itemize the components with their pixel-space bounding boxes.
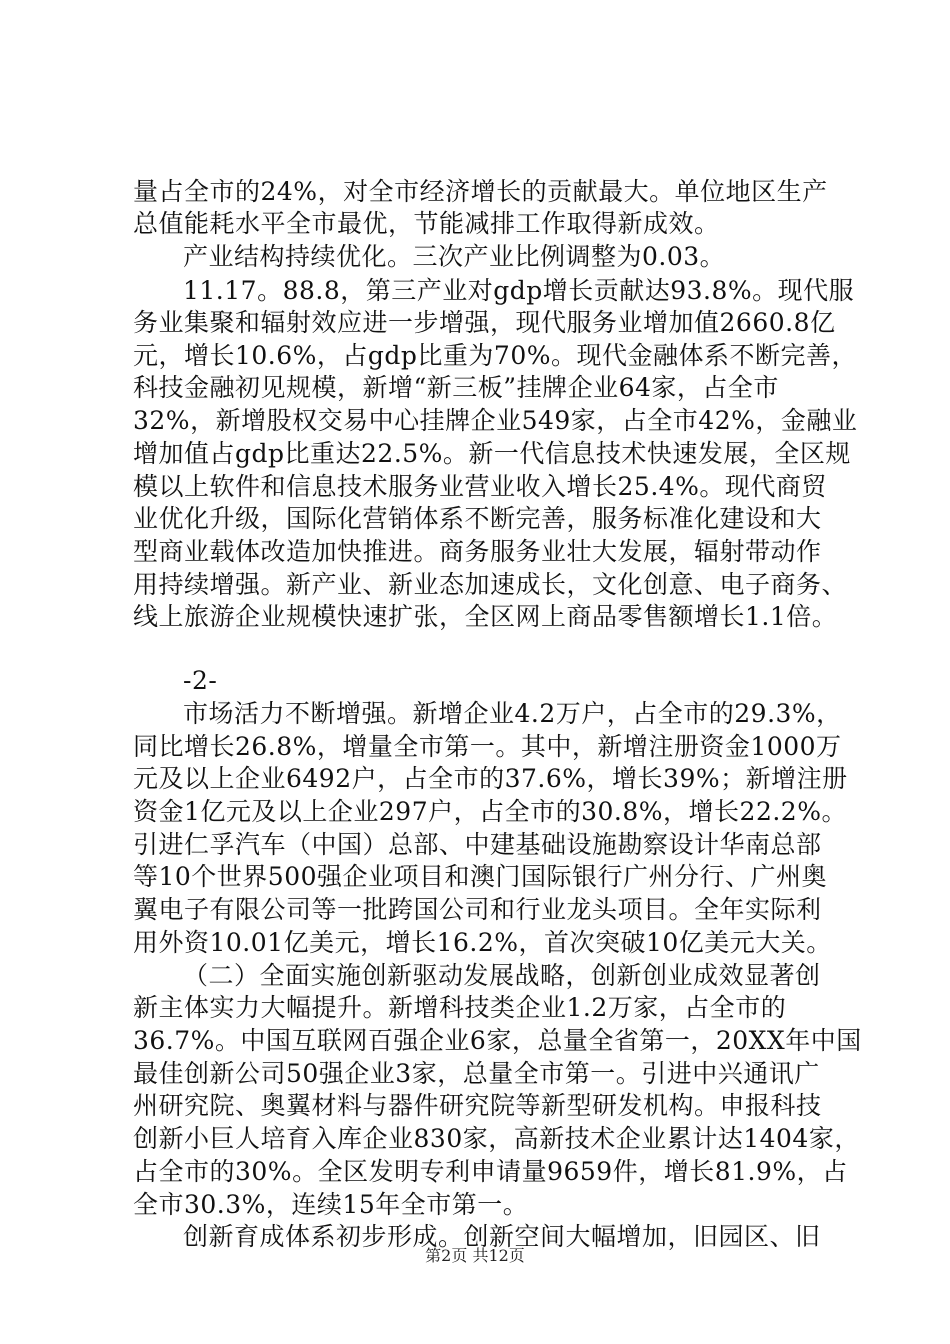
section-heading: （二）全面实施创新驱动发展战略，创新创业成效显著创 bbox=[183, 961, 821, 990]
page-marker: -2- bbox=[183, 666, 218, 695]
text-line: 全市30.3%，连续15年全市第一。 bbox=[133, 1190, 529, 1219]
page-footer: 第2页 共12页 bbox=[425, 1246, 525, 1265]
text-line: 市场活力不断增强。新增企业4.2万户，占全市的29.3%， bbox=[183, 699, 842, 728]
text-line: 等10个世界500强企业项目和澳门国际银行广州分行、广州奥 bbox=[133, 862, 828, 891]
text-line: 创新育成体系初步形成。创新空间大幅增加，旧园区、旧 bbox=[183, 1222, 821, 1251]
text-line: 同比增长26.8%，增量全市第一。其中，新增注册资金1000万 bbox=[133, 732, 842, 761]
text-line: 模以上软件和信息技术服务业营业收入增长25.4%。现代商贸 bbox=[133, 472, 827, 501]
text-line: 最佳创新公司50强企业3家，总量全市第一。引进中兴通讯广 bbox=[133, 1059, 820, 1088]
text-line: 元及以上企业6492户，占全市的37.6%，增长39%；新增注册 bbox=[133, 764, 848, 793]
text-line: 元，增长10.6%，占gdp比重为70%。现代金融体系不断完善， bbox=[133, 341, 857, 370]
text-line: 36.7%。中国互联网百强企业6家，总量全省第一，20XX年中国 bbox=[133, 1026, 862, 1055]
text-line: 产业结构持续优化。三次产业比例调整为0.03。 bbox=[183, 242, 726, 271]
text-line: 线上旅游企业规模快速扩张，全区网上商品零售额增长1.1倍。 bbox=[133, 602, 838, 631]
text-line: 用持续增强。新产业、新业态加速成长，文化创意、电子商务、 bbox=[133, 570, 848, 599]
text-line: 占全市的30%。全区发明专利申请量9659件，增长81.9%，占 bbox=[133, 1157, 848, 1186]
text-line: 业优化升级，国际化营销体系不断完善，服务标准化建设和大 bbox=[133, 504, 822, 533]
text-line: 翼电子有限公司等一批跨国公司和行业龙头项目。全年实际利 bbox=[133, 895, 822, 924]
text-line: 用外资10.01亿美元，增长16.2%，首次突破10亿美元大关。 bbox=[133, 928, 832, 957]
text-line: 务业集聚和辐射效应进一步增强，现代服务业增加值2660.8亿 bbox=[133, 308, 836, 337]
text-line: 型商业载体改造加快推进。商务服务业壮大发展，辐射带动作 bbox=[133, 537, 822, 566]
text-line: 32%，新增股权交易中心挂牌企业549家，占全市42%，金融业 bbox=[133, 406, 858, 435]
text-line: 资金1亿元及以上企业297户，占全市的30.8%，增长22.2%。 bbox=[133, 797, 847, 826]
text-line: 11.17。88.8，第三产业对gdp增长贡献达93.8%。现代服 bbox=[183, 276, 855, 305]
text-line: 增加值占gdp比重达22.5%。新一代信息技术快速发展，全区规 bbox=[133, 439, 851, 468]
text-line: 科技金融初见规模，新增“新三板”挂牌企业64家，占全市 bbox=[133, 373, 779, 402]
text-line: 创新小巨人培育入库企业830家，高新技术企业累计达1404家， bbox=[133, 1124, 860, 1153]
text-line: 引进仁孚汽车（中国）总部、中建基础设施勘察设计华南总部 bbox=[133, 830, 822, 859]
text-line: 州研究院、奥翼材料与器件研究院等新型研发机构。申报科技 bbox=[133, 1091, 822, 1120]
text-line: 总值能耗水平全市最优，节能减排工作取得新成效。 bbox=[133, 209, 720, 238]
text-line: 量占全市的24%，对全市经济增长的贡献最大。单位地区生产 bbox=[133, 177, 828, 206]
text-line: 新主体实力大幅提升。新增科技类企业1.2万家，占全市的 bbox=[133, 993, 787, 1022]
